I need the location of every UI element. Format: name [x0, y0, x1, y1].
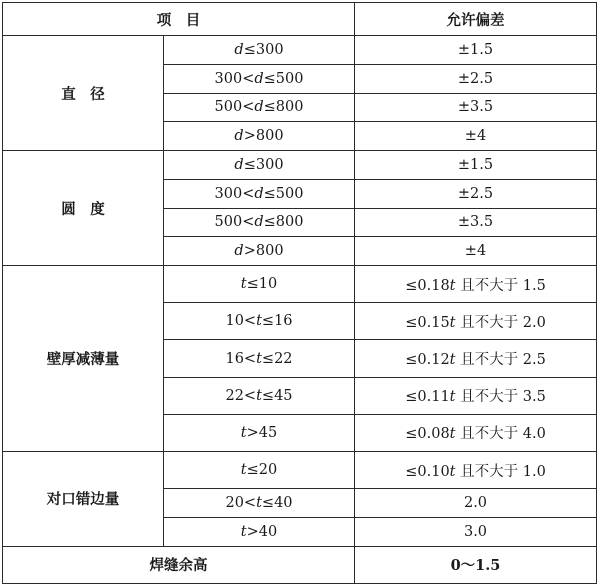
tolerance-cell: ±3.5	[355, 93, 597, 122]
tolerance-cell: ±4	[355, 237, 597, 266]
condition-cell: 500<d≤800	[164, 93, 355, 122]
condition-cell: t≤20	[164, 452, 355, 489]
tolerance-cell: ≤0.18t 且不大于 1.5	[355, 266, 597, 303]
group-label: 直 径	[3, 36, 164, 151]
condition-cell: d≤300	[164, 151, 355, 180]
condition-cell: 300<d≤500	[164, 64, 355, 93]
condition-cell: t>40	[164, 517, 355, 546]
tolerance-cell: 2.0	[355, 489, 597, 518]
footer-label: 焊缝余高	[3, 546, 355, 583]
tolerance-cell: 3.0	[355, 517, 597, 546]
condition-cell: 22<t≤45	[164, 377, 355, 414]
tolerance-cell: ≤0.12t 且不大于 2.5	[355, 340, 597, 377]
tolerance-cell: ±4	[355, 122, 597, 151]
condition-cell: d≤300	[164, 36, 355, 65]
table-row	[3, 36, 597, 65]
table-body	[3, 36, 597, 584]
tolerance-cell: ±2.5	[355, 179, 597, 208]
condition-cell: d>800	[164, 237, 355, 266]
table-row	[3, 151, 597, 180]
condition-cell: 16<t≤22	[164, 340, 355, 377]
tolerance-cell: ±1.5	[355, 36, 597, 65]
header-item: 项 目	[3, 3, 355, 36]
condition-cell: d>800	[164, 122, 355, 151]
condition-cell: 20<t≤40	[164, 489, 355, 518]
header-tolerance: 允许偏差	[355, 3, 597, 36]
tolerance-cell: ≤0.08t 且不大于 4.0	[355, 414, 597, 451]
tolerance-cell: ≤0.11t 且不大于 3.5	[355, 377, 597, 414]
tolerance-table	[2, 2, 597, 584]
condition-cell: t≤10	[164, 266, 355, 303]
footer-row	[3, 546, 597, 583]
group-label: 壁厚减薄量	[3, 266, 164, 452]
condition-cell: 300<d≤500	[164, 179, 355, 208]
header-row	[3, 3, 597, 36]
table-row	[3, 452, 597, 489]
tolerance-cell: ≤0.15t 且不大于 2.0	[355, 303, 597, 340]
group-label: 圆 度	[3, 151, 164, 266]
tolerance-cell: ≤0.10t 且不大于 1.0	[355, 452, 597, 489]
tolerance-cell: ±2.5	[355, 64, 597, 93]
tolerance-cell: ±3.5	[355, 208, 597, 237]
footer-tolerance: 0～1.5	[355, 546, 597, 583]
condition-cell: t>45	[164, 414, 355, 451]
group-label: 对口错边量	[3, 452, 164, 547]
condition-cell: 500<d≤800	[164, 208, 355, 237]
condition-cell: 10<t≤16	[164, 303, 355, 340]
tolerance-cell: ±1.5	[355, 151, 597, 180]
table-row	[3, 266, 597, 303]
